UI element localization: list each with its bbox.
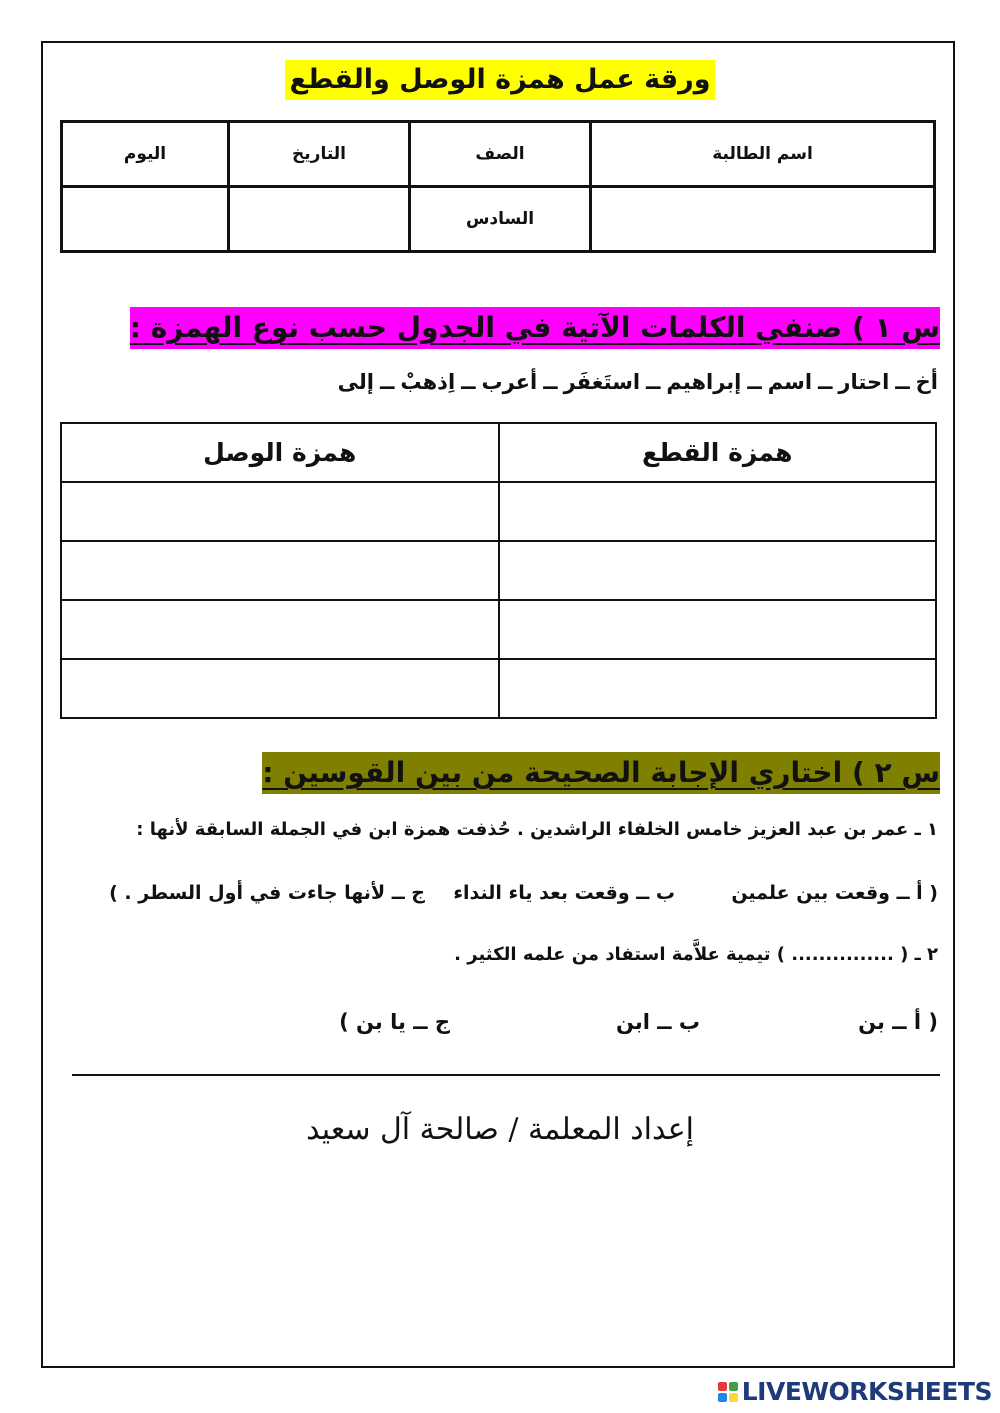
- worksheet-title: ورقة عمل همزة الوصل والقطع: [285, 60, 714, 100]
- word-item: أخ: [915, 370, 938, 394]
- question2-heading: س ٢ ) اختاري الإجابة الصحيحة من بين القوسين :: [262, 752, 940, 794]
- word-item: اِذهبْ: [400, 370, 456, 394]
- item1-option-b[interactable]: ب ــ وقعت بعد ياء النداء: [453, 882, 675, 904]
- question2-item2-text: ٢ ـ ( ............... ) تيمية علاَّمة استفاد من علمه الكثير .: [454, 944, 938, 965]
- word-separator: ــ: [461, 370, 476, 394]
- word-item: إلى: [337, 370, 375, 394]
- table-row: [61, 659, 936, 718]
- hamzat-wasl-header: همزة الوصل: [61, 423, 499, 482]
- student-info-table: [60, 120, 936, 253]
- liveworksheets-brand-text: LIVEWORKSHEETS: [741, 1377, 992, 1406]
- word-separator: ــ: [380, 370, 395, 394]
- qat-answer-cell[interactable]: [499, 659, 937, 718]
- word-item: اسم: [767, 370, 813, 394]
- table-row: [61, 541, 936, 600]
- item1-option-c[interactable]: ج ــ لأنها جاءت في أول السطر . ): [109, 882, 425, 904]
- classification-table: [60, 422, 937, 719]
- class-header: الصف: [410, 122, 591, 187]
- item2-option-a[interactable]: ( أ ــ بن: [858, 1010, 938, 1034]
- word-item: احتار: [838, 370, 890, 394]
- logo-square-yellow: [729, 1393, 738, 1402]
- word-separator: ــ: [818, 370, 833, 394]
- day-field[interactable]: [62, 187, 229, 252]
- hamzat-qat-header: همزة القطع: [499, 423, 937, 482]
- info-value-row: [62, 187, 935, 252]
- date-field[interactable]: [229, 187, 410, 252]
- date-header: التاريخ: [229, 122, 410, 187]
- word-item: إبراهيم: [666, 370, 742, 394]
- item2-option-b[interactable]: ب ــ ابن: [615, 1010, 700, 1034]
- student-name-field[interactable]: [591, 187, 935, 252]
- qat-answer-cell[interactable]: [499, 482, 937, 541]
- wasl-answer-cell[interactable]: [61, 600, 499, 659]
- classification-header-row: [61, 423, 936, 482]
- word-item: أعرب: [481, 370, 538, 394]
- word-list: [338, 370, 938, 394]
- word-separator: ــ: [646, 370, 661, 394]
- qat-answer-cell[interactable]: [499, 541, 937, 600]
- word-separator: ــ: [543, 370, 558, 394]
- title-container: [0, 60, 1000, 100]
- student-name-header: اسم الطالبة: [591, 122, 935, 187]
- word-separator: ــ: [747, 370, 762, 394]
- table-row: [61, 600, 936, 659]
- wasl-answer-cell[interactable]: [61, 482, 499, 541]
- question2-item1-text: ١ ـ عمر بن عبد العزيز خامس الخلفاء الراشدين . حُذفت همزة ابن في الجملة السابقة لأنها :: [136, 819, 938, 840]
- wasl-answer-cell[interactable]: [61, 541, 499, 600]
- word-separator: ــ: [895, 370, 910, 394]
- class-value: السادس: [410, 187, 591, 252]
- wasl-answer-cell[interactable]: [61, 659, 499, 718]
- logo-square-green: [729, 1382, 738, 1391]
- word-item: استَغفَر: [563, 370, 641, 394]
- info-header-row: [62, 122, 935, 187]
- logo-square-red: [718, 1382, 727, 1391]
- liveworksheets-logo[interactable]: [718, 1377, 992, 1406]
- teacher-credit: إعداد المعلمة / صالحة آل سعيد: [306, 1112, 694, 1147]
- qat-answer-cell[interactable]: [499, 600, 937, 659]
- item1-option-a[interactable]: ( أ ــ وقعت بين علمين: [731, 882, 938, 904]
- logo-square-blue: [718, 1393, 727, 1402]
- item2-option-c[interactable]: ج ــ يا بن ): [339, 1010, 450, 1034]
- question1-heading: س ١ ) صنفي الكلمات الآتية في الجدول حسب نوع الهمزة :: [130, 307, 940, 349]
- footer-divider: [72, 1074, 940, 1076]
- table-row: [61, 482, 936, 541]
- day-header: اليوم: [62, 122, 229, 187]
- liveworksheets-logo-icon: [718, 1382, 738, 1402]
